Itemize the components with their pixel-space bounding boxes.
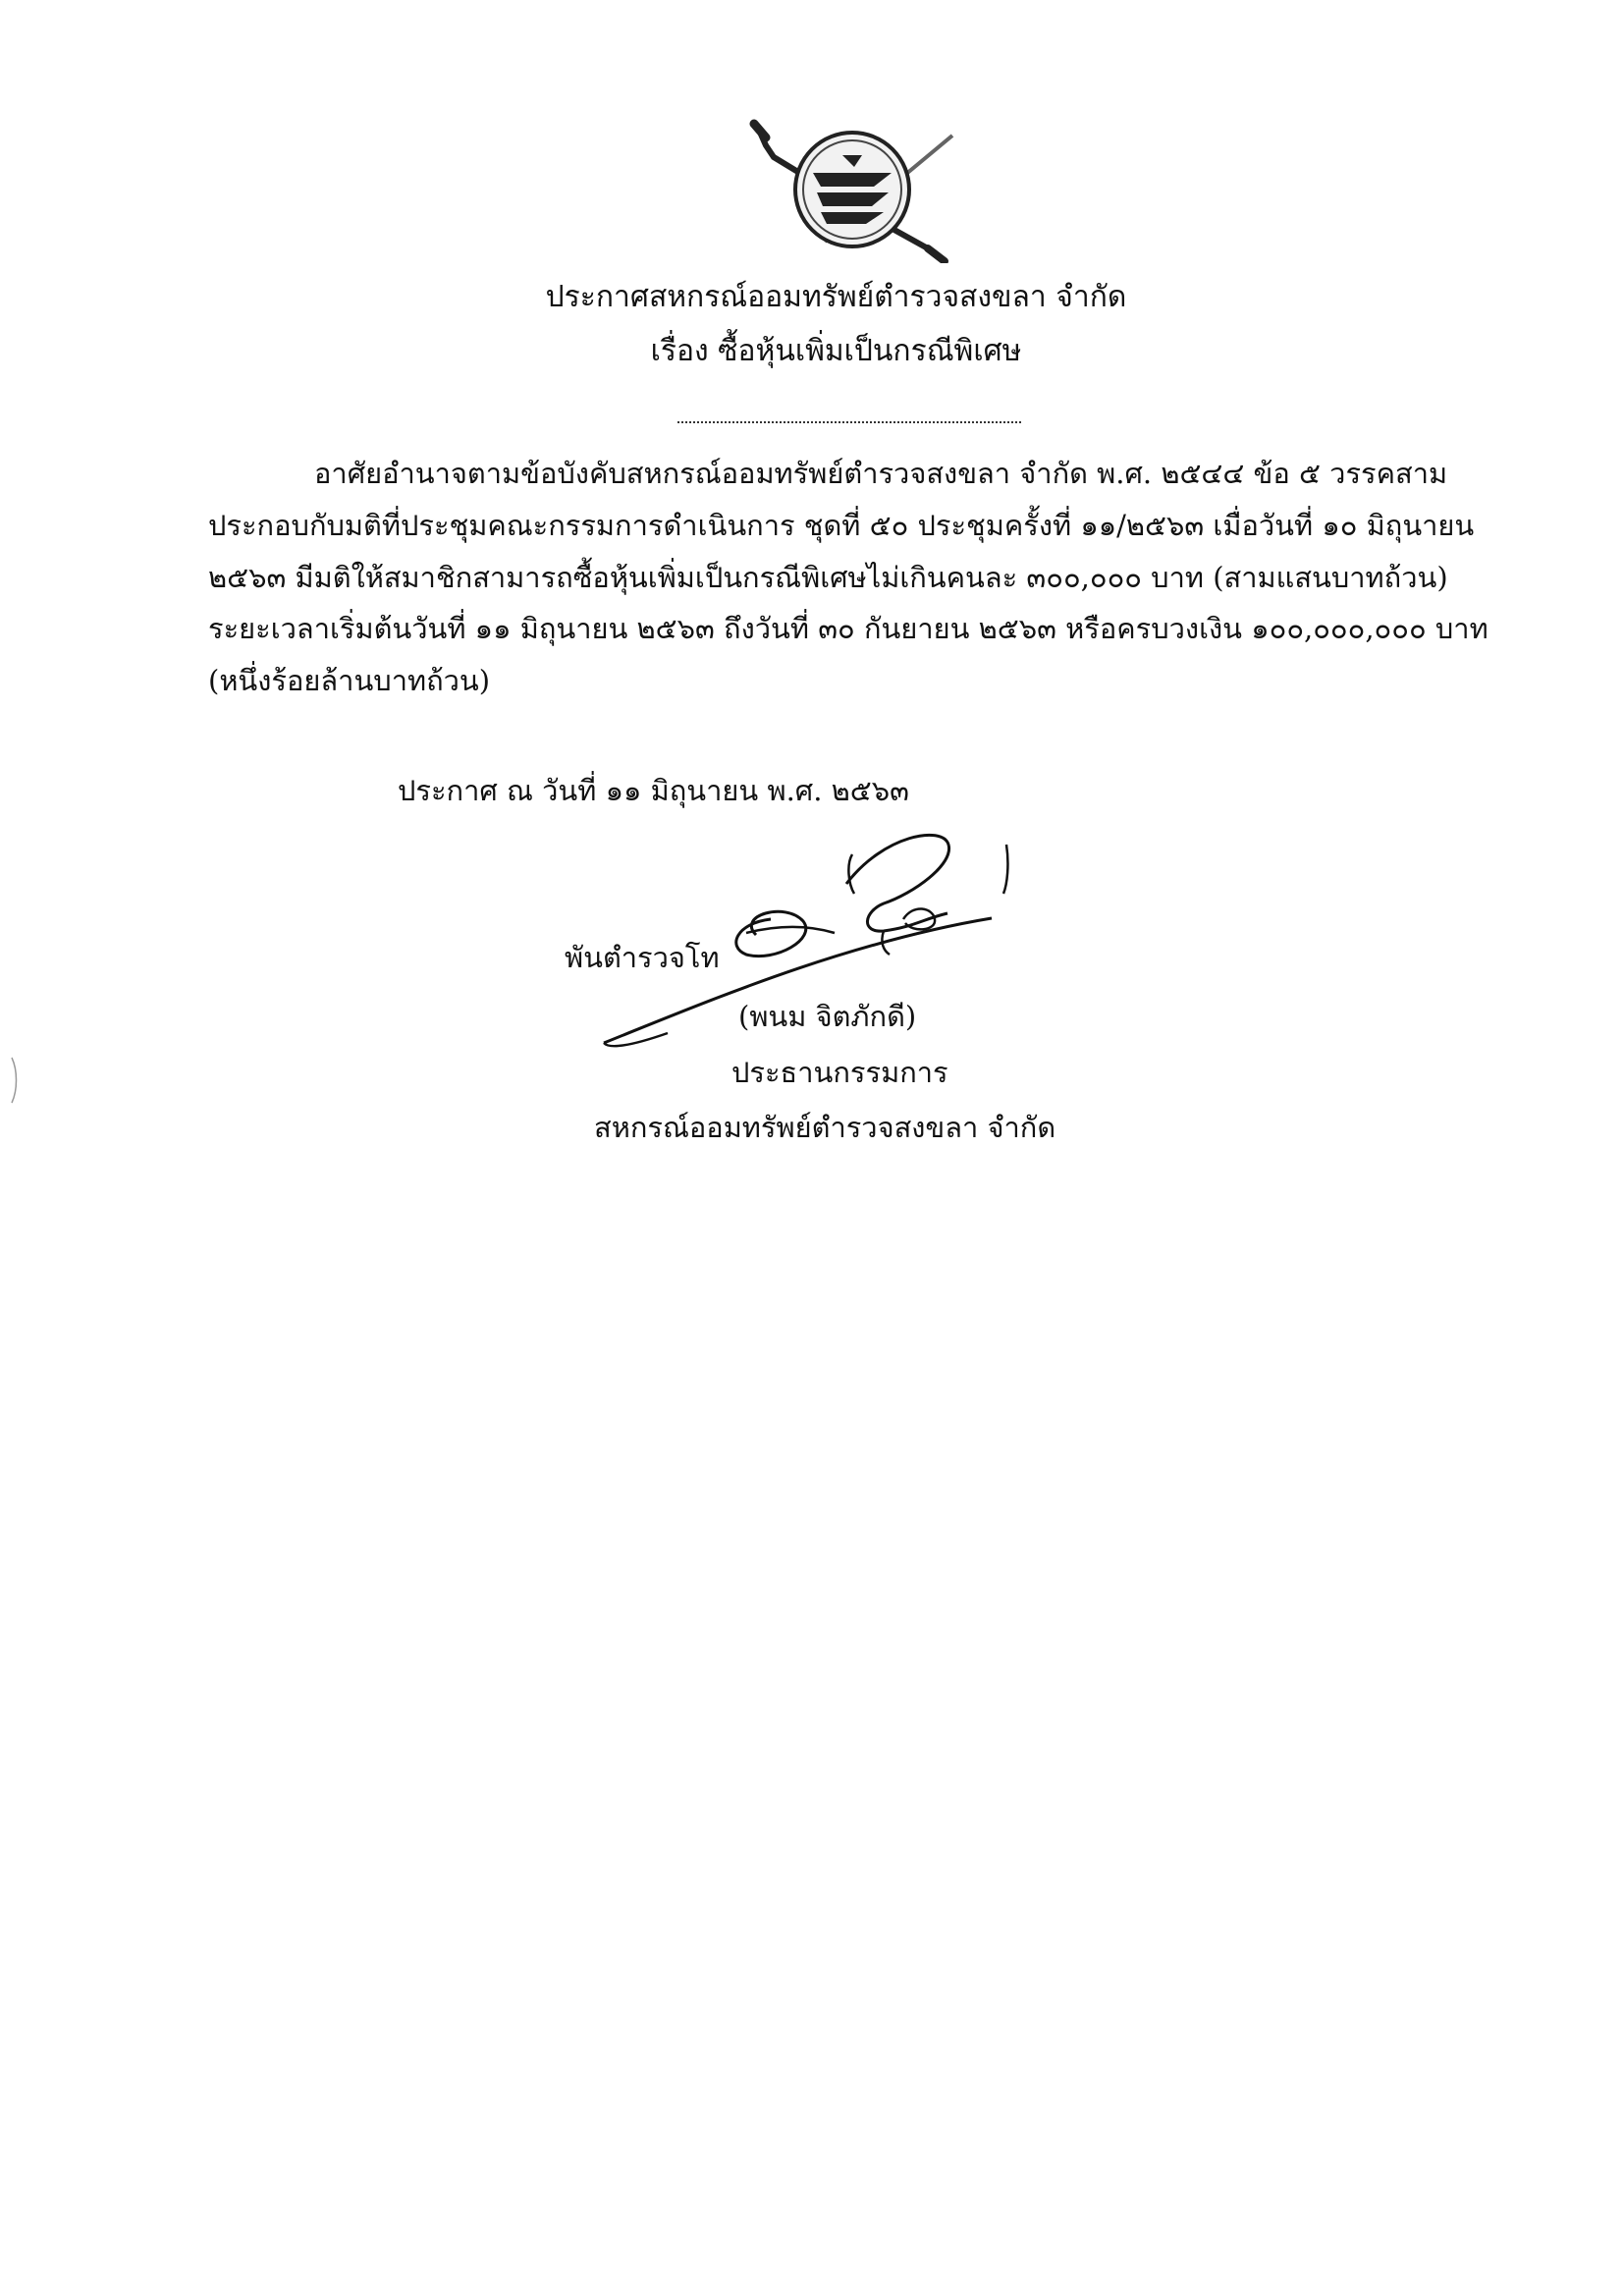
announcement-title: ประกาศสหกรณ์ออมทรัพย์ตำรวจสงขลา จำกัด [545, 280, 1127, 314]
scan-edge-mark [8, 1056, 22, 1105]
body-line: ระยะเวลาเริ่มต้นวันที่ ๑๑ มิถุนายน ๒๕๖๓ ถึงวันที่ ๓๐ กันยายน ๒๕๖๓ หรือครบวงเงิน ๑๐๐,๐๐๐,๐๐๐ บาท [208, 612, 1488, 645]
signatory-rank: พันตำรวจโท [565, 941, 720, 974]
announcement-subject: เรื่อง ซื้อหุ้นเพิ่มเป็นกรณีพิเศษ [650, 334, 1022, 368]
body-line: (หนึ่งร้อยล้านบาทถ้วน) [208, 664, 491, 697]
body-line: ประกอบกับมติที่ประชุมคณะกรรมการดำเนินการ ชุดที่ ๕๐ ประชุมครั้งที่ ๑๑/๒๕๖๓ เมื่อวันที่ ๑๐ มิถุนายน [208, 509, 1475, 542]
body-line: อาศัยอำนาจตามข้อบังคับสหกรณ์ออมทรัพย์ตำรวจสงขลา จำกัด พ.ศ. ๒๕๔๔ ข้อ ๕ วรรคสาม [314, 457, 1448, 490]
cooperative-seal-logo-icon [727, 116, 982, 263]
signatory-position: ประธานกรรมการ [731, 1056, 948, 1089]
signatory-name: (พนม จิตภักดี) [738, 1000, 917, 1033]
announcement-date: ประกาศ ณ วันที่ ๑๑ มิถุนายน พ.ศ. ๒๕๖๓ [398, 774, 909, 807]
dotted-divider [677, 398, 1021, 423]
body-line: ๒๕๖๓ มีมติให้สมาชิกสามารถซื้อหุ้นเพิ่มเป็นกรณีพิเศษไม่เกินคนละ ๓๐๐,๐๐๐ บาท (สามแสนบาทถ้วน) [208, 561, 1448, 594]
signatory-organization: สหกรณ์ออมทรัพย์ตำรวจสงขลา จำกัด [594, 1111, 1056, 1144]
